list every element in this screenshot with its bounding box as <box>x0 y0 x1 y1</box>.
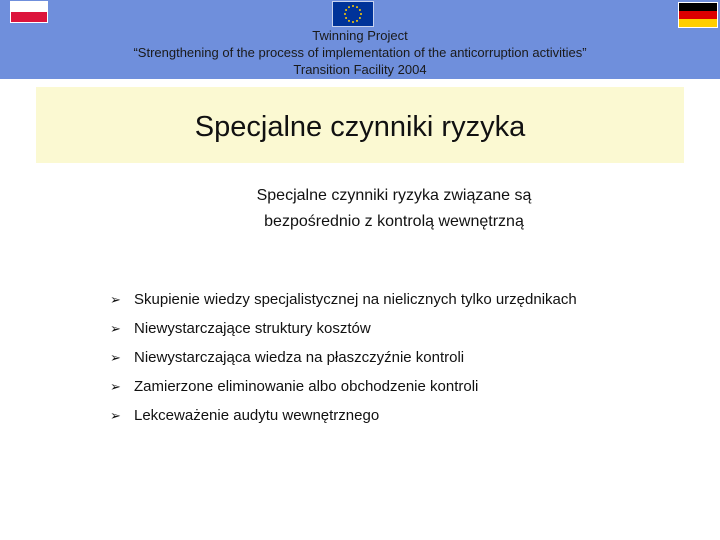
bullet-text: Lekceważenie audytu wewnętrznego <box>134 407 380 424</box>
slide-title: Specjalne czynniki ryzyka <box>194 111 526 143</box>
list-item <box>110 348 577 377</box>
bullet-list <box>110 290 577 435</box>
bullet-text: Niewystarczająca wiedza na płaszczyźnie kontroli <box>134 349 465 366</box>
eu-flag-icon <box>332 1 374 27</box>
list-item <box>110 406 577 435</box>
bullet-text: Niewystarczające struktury kosztów <box>134 320 371 337</box>
subtitle-line-1: Specjalne czynniki ryzyka związane są <box>256 187 532 204</box>
arrow-bullet-icon: ➢ <box>110 351 121 366</box>
header-line-2: “Strengthening of the process of implementation of the anticorruption activities” <box>133 45 587 60</box>
arrow-bullet-icon: ➢ <box>110 409 121 424</box>
bullet-text: Skupienie wiedzy specjalistycznej na nielicznych tylko urzędnikach <box>134 291 577 308</box>
poland-flag-icon <box>10 1 48 23</box>
arrow-bullet-icon: ➢ <box>110 380 121 395</box>
germany-flag-icon <box>678 2 718 28</box>
header-line-3: Transition Facility 2004 <box>293 62 427 77</box>
header-line-1: Twinning Project <box>312 28 408 43</box>
list-item <box>110 290 577 319</box>
list-item <box>110 377 577 406</box>
bullet-text: Zamierzone eliminowanie albo obchodzenie kontroli <box>134 378 479 395</box>
list-item <box>110 319 577 348</box>
arrow-bullet-icon: ➢ <box>110 322 121 337</box>
header-text <box>0 27 720 78</box>
subtitle-line-2: bezpośrednio z kontrolą wewnętrzną <box>264 213 524 230</box>
header-banner <box>0 0 720 79</box>
slide-subtitle <box>0 183 720 235</box>
arrow-bullet-icon: ➢ <box>110 293 121 308</box>
